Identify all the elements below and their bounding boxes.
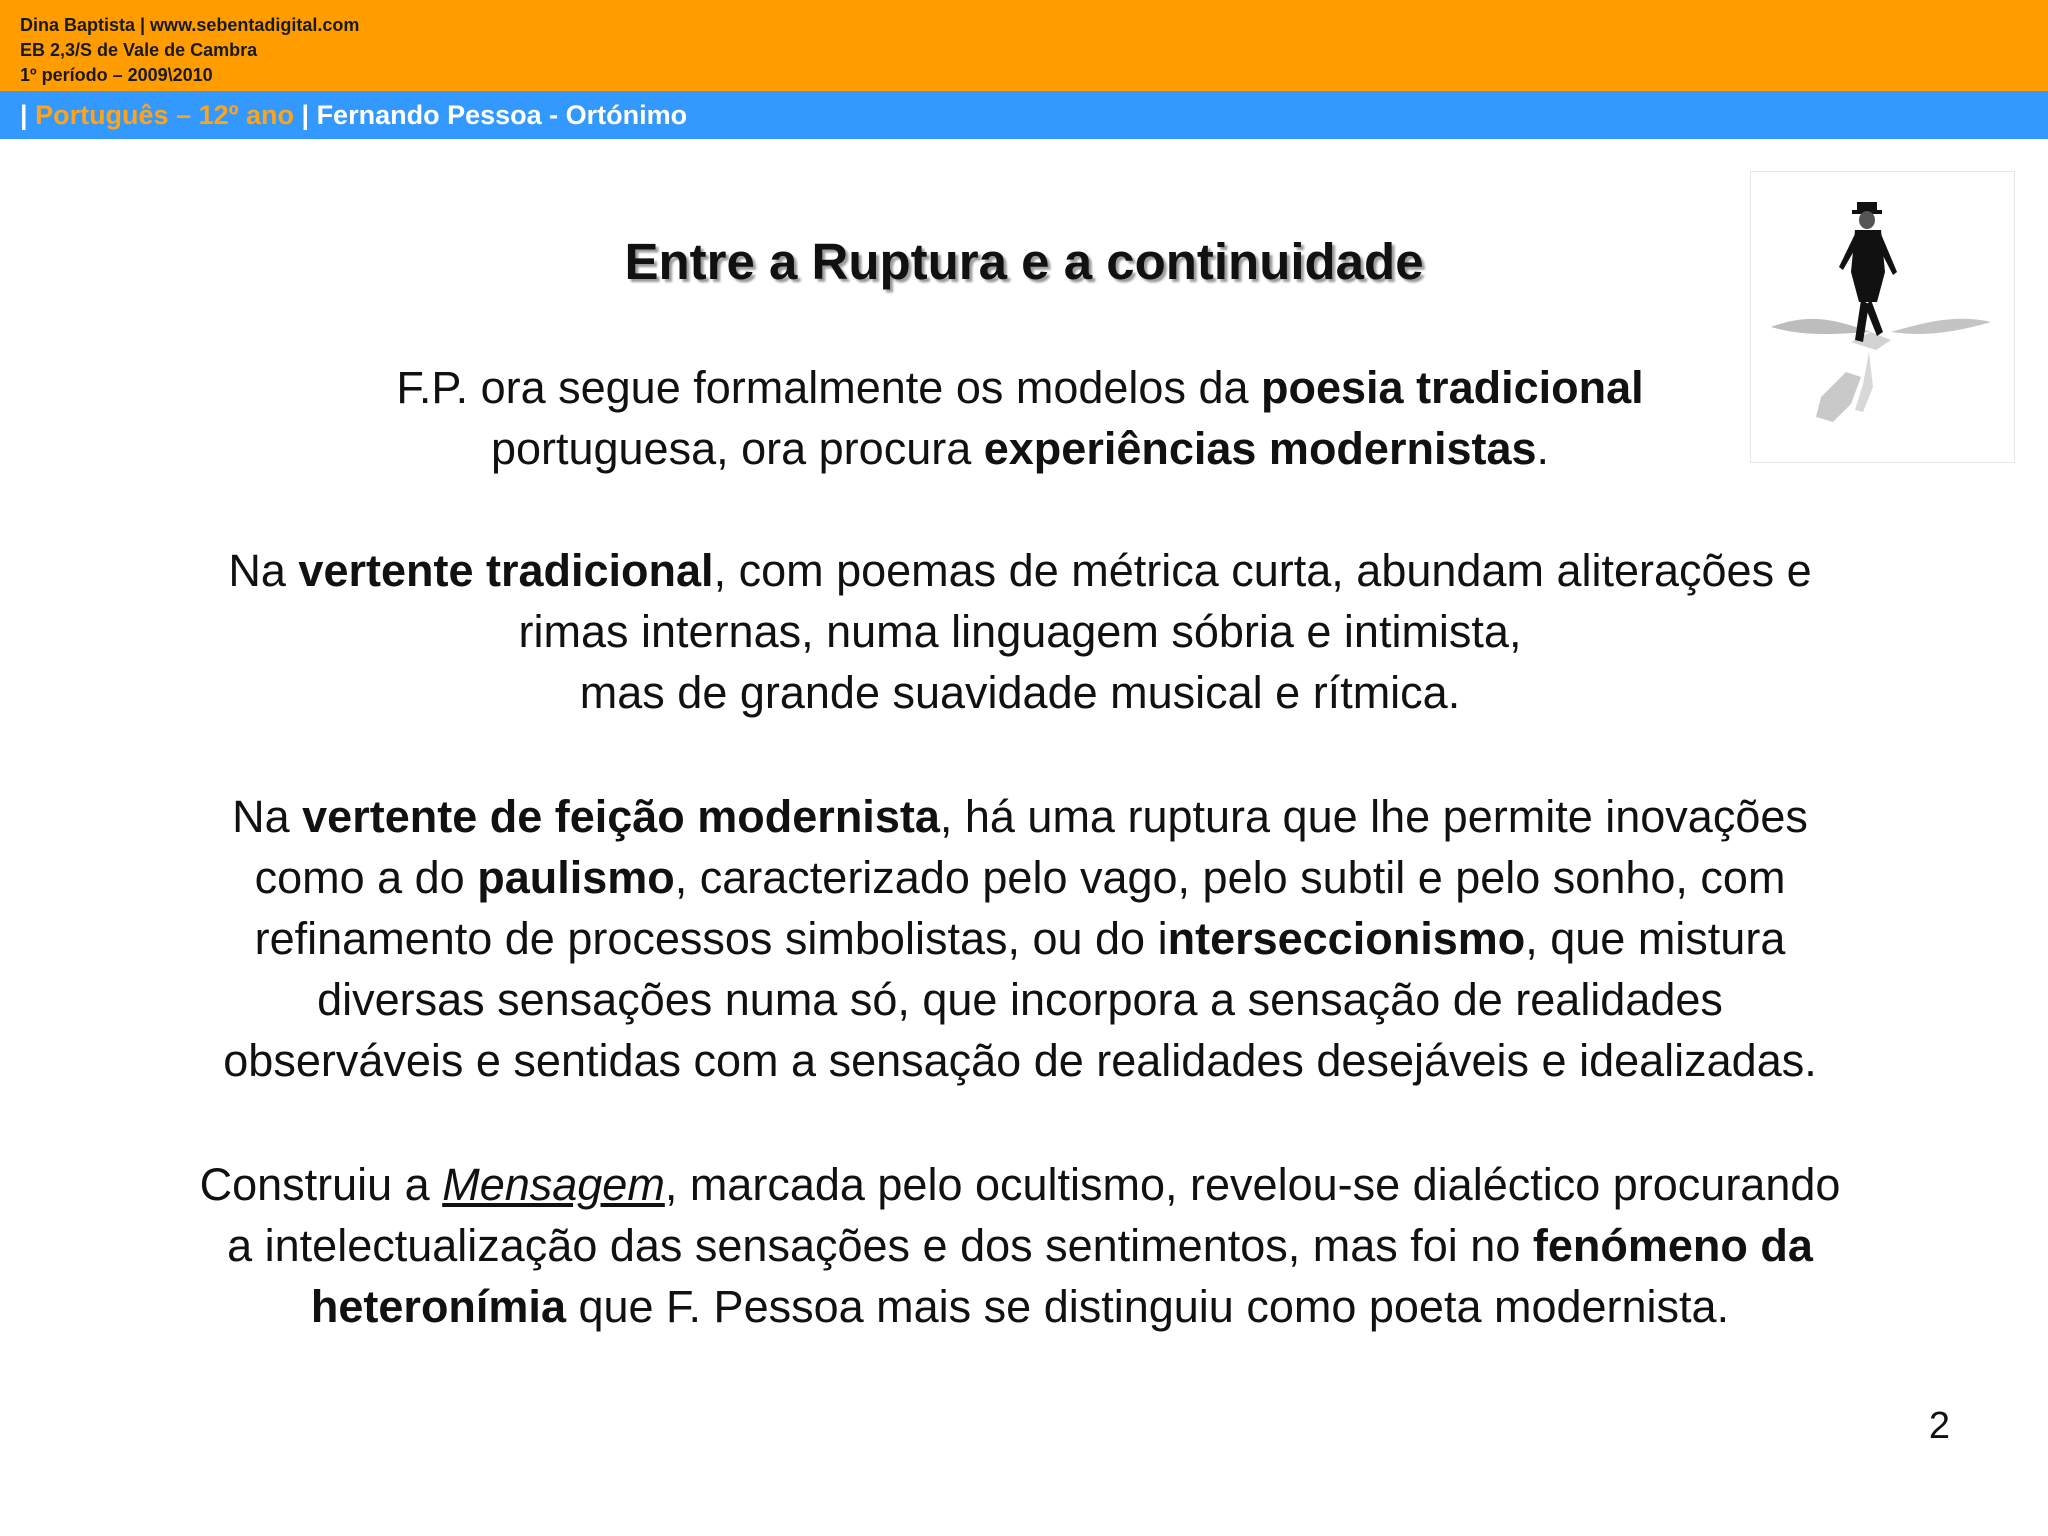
text-line (60, 1215, 1980, 1276)
text-run: a intelectualização das sensações e dos sentimentos, mas foi no (227, 1220, 1533, 1271)
bold-text: vertente tradicional (298, 545, 714, 596)
paragraph-traditional (60, 540, 1980, 723)
header-bar (0, 0, 2048, 91)
text-run: , com poemas de métrica curta, abundam aliterações e (713, 545, 1812, 596)
text-run: Construiu a (199, 1159, 443, 1210)
header-info (20, 13, 359, 88)
text-run: portuguesa, ora procura (490, 423, 984, 474)
nav-bar (0, 91, 2048, 139)
bold-text: paulismo (477, 852, 675, 903)
text-line: rimas internas, numa linguagem sóbria e intimista, (518, 606, 1522, 657)
header-school: EB 2,3/S de Vale de Cambra (20, 40, 258, 60)
book-title: Mensagem (442, 1159, 665, 1210)
slide-title: Entre a Ruptura e a continuidade (624, 233, 1424, 290)
bold-text: nterseccionismo (1167, 913, 1526, 964)
bold-text: experiências modernistas (983, 423, 1537, 474)
header-period: 1º período – 2009\2010 (20, 65, 213, 85)
bold-text: vertente de feição modernista (302, 791, 940, 842)
text-run: refinamento de processos simbolistas, ou do i (254, 913, 1168, 964)
text-line: mas de grande suavidade musical e rítmica. (579, 667, 1461, 718)
bold-text: heteronímia (310, 1281, 566, 1332)
breadcrumb-topic: Fernando Pessoa - Ortónimo (316, 100, 688, 130)
text-run: , que mistura (1525, 913, 1786, 964)
text-line (60, 357, 1980, 418)
bold-text: fenómeno da (1532, 1220, 1813, 1271)
text-line (60, 786, 1980, 847)
text-line: observáveis e sentidas com a sensação de realidades desejáveis e idealizadas. (223, 1035, 1817, 1086)
text-run: , caracterizado pelo vago, pelo subtil e pelo sonho, com (674, 852, 1786, 903)
text-run: , há uma ruptura que lhe permite inovações (939, 791, 1808, 842)
text-line: diversas sensações numa só, que incorpora a sensação de realidades (317, 974, 1723, 1025)
text-run: Na (232, 791, 303, 842)
text-run: , marcada pelo ocultismo, revelou-se dialéctico procurando (664, 1159, 1841, 1210)
text-line (60, 1276, 1980, 1337)
page-number: 2 (1928, 1405, 1950, 1447)
text-run: Na (228, 545, 299, 596)
breadcrumb-subject: Português – 12º ano (35, 100, 294, 130)
text-line (60, 540, 1980, 601)
text-run: que F. Pessoa mais se distinguiu como poeta modernista. (565, 1281, 1730, 1332)
breadcrumb-separator: | (20, 100, 36, 130)
paragraph-mensagem (60, 1154, 1980, 1337)
text-line (60, 908, 1980, 969)
bold-text: poesia tradicional (1261, 362, 1644, 413)
breadcrumb (20, 91, 687, 139)
text-line (60, 418, 1980, 479)
paragraph-modernist (60, 786, 1980, 1091)
paragraph-intro (60, 357, 1980, 479)
text-run: . (1536, 423, 1550, 474)
breadcrumb-separator: | (294, 100, 317, 130)
text-line (60, 1154, 1980, 1215)
text-line (60, 847, 1980, 908)
text-run: como a do (254, 852, 478, 903)
text-run: F.P. ora segue formalmente os modelos da (396, 362, 1262, 413)
header-author: Dina Baptista | www.sebentadigital.com (20, 15, 360, 35)
